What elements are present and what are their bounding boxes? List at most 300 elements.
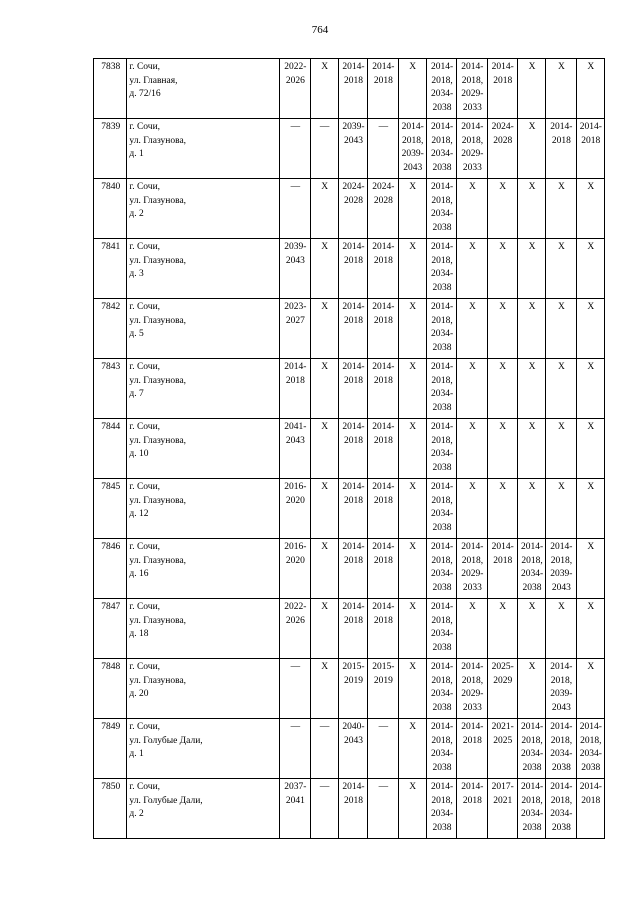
address-line: д. 7 <box>129 389 144 399</box>
address-line: г. Сочи, <box>129 782 161 792</box>
period-line: 2028 <box>373 195 393 206</box>
period-cell <box>280 179 310 239</box>
period-line: — <box>290 122 301 132</box>
period-line: 2043 <box>551 582 571 593</box>
period-cell <box>576 119 604 179</box>
period-line: X <box>468 482 476 492</box>
period-line: 2039- <box>284 242 307 252</box>
period-line: 2018 <box>462 735 482 746</box>
period-line: 2018 <box>493 555 513 566</box>
period-line: 2014- <box>461 122 484 132</box>
period-line: 2022- <box>284 602 307 612</box>
period-cell <box>338 539 367 599</box>
period-line: 2014- <box>372 602 395 612</box>
period-line: X <box>499 242 507 252</box>
period-line: 2038 <box>522 582 542 593</box>
period-cell <box>338 599 367 659</box>
period-line: 2018 <box>373 555 393 566</box>
period-cell <box>517 659 545 719</box>
period-cell <box>280 539 310 599</box>
period-cell <box>338 119 367 179</box>
period-line: 2020 <box>285 555 305 566</box>
period-line: — <box>319 122 330 132</box>
period-cell <box>457 779 487 839</box>
period-cell <box>426 179 456 239</box>
period-cell <box>368 299 398 359</box>
period-cell <box>368 479 398 539</box>
period-line: 2034- <box>520 809 544 819</box>
period-line: 2038 <box>432 462 452 473</box>
period-cell <box>576 779 604 839</box>
period-line: X <box>409 422 417 432</box>
period-line: 2014- <box>430 122 454 132</box>
period-line: 2014- <box>430 62 454 72</box>
period-line: 2034- <box>579 749 602 759</box>
period-line: 2034- <box>430 269 454 279</box>
period-line: X <box>587 62 595 72</box>
address-line: г. Сочи, <box>129 302 161 312</box>
period-line: 2020 <box>285 495 305 506</box>
period-cell <box>457 419 487 479</box>
period-cell <box>487 659 517 719</box>
period-line: 2038 <box>432 162 452 173</box>
period-line: 2021- <box>491 722 514 732</box>
period-line: 2018, <box>431 135 453 146</box>
period-line: 2018 <box>373 255 393 266</box>
period-line: 2018 <box>373 615 393 626</box>
period-cell <box>338 479 367 539</box>
period-line: 2034- <box>550 809 573 819</box>
period-line: 2026 <box>285 615 305 626</box>
period-line: 2034- <box>430 329 454 339</box>
period-cell <box>487 119 517 179</box>
period-line: X <box>587 542 595 552</box>
period-line: 2014- <box>372 242 395 252</box>
period-line: 2018, <box>461 135 484 146</box>
period-line: 2014- <box>520 782 544 792</box>
period-line: 2022- <box>284 62 307 72</box>
period-cell <box>517 239 545 299</box>
period-line: 2043 <box>285 435 305 446</box>
period-line: 2043 <box>551 702 571 713</box>
period-line: X <box>468 362 476 372</box>
address-line: г. Сочи, <box>129 722 161 732</box>
period-line: 2024- <box>491 122 514 132</box>
period-cell <box>310 539 338 599</box>
period-line: 2015- <box>342 662 365 672</box>
address-cell <box>127 659 280 719</box>
address-line: д. 18 <box>129 629 149 639</box>
period-line: 2039- <box>550 689 573 699</box>
period-line: X <box>528 62 536 72</box>
period-cell <box>338 59 367 119</box>
period-cell <box>398 599 426 659</box>
address-line: г. Сочи, <box>129 482 161 492</box>
period-cell <box>546 179 576 239</box>
period-cell <box>546 299 576 359</box>
period-cell <box>576 479 604 539</box>
address-line: д. 72/16 <box>129 89 161 99</box>
period-line: 2018, <box>461 555 484 566</box>
address-line: д. 2 <box>129 809 144 819</box>
period-cell <box>338 419 367 479</box>
period-cell <box>368 659 398 719</box>
period-line: 2014- <box>342 542 365 552</box>
period-line: X <box>409 302 417 312</box>
period-line: X <box>321 542 329 552</box>
period-line: X <box>557 482 565 492</box>
period-line: 2014- <box>430 542 454 552</box>
address-line: д. 1 <box>129 149 144 159</box>
period-line: 2018, <box>550 555 573 566</box>
period-line: 2029 <box>493 675 513 686</box>
period-line: 2034- <box>430 149 454 159</box>
period-line: 2014- <box>461 722 484 732</box>
period-line: 2034- <box>430 209 454 219</box>
period-line: 2014- <box>550 122 573 132</box>
period-cell <box>457 719 487 779</box>
period-line: X <box>557 422 565 432</box>
period-cell <box>546 779 576 839</box>
period-line: 2034- <box>430 89 454 99</box>
period-line: — <box>290 662 301 672</box>
period-line: 2014- <box>430 482 454 492</box>
period-line: 2014- <box>461 782 484 792</box>
period-line: X <box>528 362 536 372</box>
period-cell <box>338 359 367 419</box>
address-line: ул. Глазунова, <box>129 135 187 146</box>
period-line: 2033 <box>462 702 482 713</box>
period-line: 2034- <box>430 509 454 519</box>
period-line: 2018, <box>431 315 453 326</box>
address-line: ул. Голубые Дали, <box>129 735 203 746</box>
row-number: 7842 <box>94 299 127 359</box>
period-line: 2018, <box>431 675 453 686</box>
period-cell <box>398 239 426 299</box>
period-line: 2014- <box>579 722 602 732</box>
period-cell <box>546 419 576 479</box>
period-cell <box>368 119 398 179</box>
period-line: X <box>321 482 329 492</box>
period-line: 2038 <box>432 522 452 533</box>
period-cell <box>368 239 398 299</box>
period-line: — <box>319 722 330 732</box>
period-line: 2034- <box>430 689 454 699</box>
period-cell <box>487 779 517 839</box>
page-number: 764 <box>311 24 329 36</box>
period-line: 2018 <box>344 255 364 266</box>
period-cell <box>426 599 456 659</box>
period-line: 2029- <box>461 149 484 159</box>
address-line: ул. Глазунова, <box>129 375 187 386</box>
row-number: 7847 <box>94 599 127 659</box>
period-line: 2038 <box>432 282 452 293</box>
period-line: 2018, <box>431 375 453 386</box>
period-line: X <box>409 602 417 612</box>
period-line: 2018, <box>431 195 453 206</box>
period-line: X <box>499 602 507 612</box>
period-line: X <box>587 602 595 612</box>
period-line: X <box>587 482 595 492</box>
period-line: 2018 <box>373 495 393 506</box>
period-line: X <box>557 602 565 612</box>
period-cell <box>310 479 338 539</box>
period-line: X <box>409 62 417 72</box>
row-number: 7839 <box>94 119 127 179</box>
period-cell <box>310 659 338 719</box>
period-line: X <box>468 182 476 192</box>
period-line: 2014- <box>342 362 365 372</box>
period-cell <box>517 599 545 659</box>
address-line: д. 3 <box>129 269 144 279</box>
period-line: 2033 <box>462 102 482 113</box>
period-cell <box>546 119 576 179</box>
period-line: 2014- <box>461 62 484 72</box>
period-line: 2014- <box>491 542 514 552</box>
period-cell <box>546 479 576 539</box>
period-line: 2043 <box>403 162 423 173</box>
period-line: 2039- <box>401 149 424 159</box>
period-line: 2014- <box>342 602 365 612</box>
table-row <box>94 659 605 719</box>
period-line: — <box>290 182 301 192</box>
period-line: X <box>321 602 329 612</box>
period-cell <box>487 599 517 659</box>
period-cell <box>280 779 310 839</box>
period-cell <box>398 299 426 359</box>
period-cell <box>310 299 338 359</box>
period-line: X <box>321 62 329 72</box>
period-cell <box>368 419 398 479</box>
period-line: X <box>409 482 417 492</box>
table-row <box>94 719 605 779</box>
period-line: X <box>468 242 476 252</box>
address-cell <box>127 779 280 839</box>
address-line: ул. Главная, <box>129 75 178 86</box>
address-line: ул. Глазунова, <box>129 495 187 506</box>
period-cell <box>398 719 426 779</box>
period-line: X <box>409 782 417 792</box>
period-line: 2018, <box>431 735 453 746</box>
period-cell <box>338 299 367 359</box>
period-line: 2038 <box>432 762 452 773</box>
period-line: 2014- <box>430 602 454 612</box>
period-line: 2014- <box>550 722 573 732</box>
address-line: ул. Глазунова, <box>129 195 187 206</box>
period-cell <box>487 479 517 539</box>
period-line: 2014- <box>461 662 484 672</box>
period-line: 2014- <box>342 302 365 312</box>
period-line: 2018 <box>373 315 393 326</box>
period-line: 2016- <box>284 542 307 552</box>
period-cell <box>368 719 398 779</box>
period-line: 2018 <box>373 75 393 86</box>
period-line: — <box>290 722 301 732</box>
row-number: 7850 <box>94 779 127 839</box>
period-cell <box>457 59 487 119</box>
period-line: 2018 <box>581 795 601 806</box>
address-cell <box>127 539 280 599</box>
period-line: 2018 <box>344 795 364 806</box>
period-line: 2038 <box>432 222 452 233</box>
period-line: — <box>378 722 389 732</box>
period-line: 2034- <box>520 749 544 759</box>
period-line: 2025- <box>491 662 514 672</box>
period-line: 2018 <box>285 375 305 386</box>
period-line: 2038 <box>432 402 452 413</box>
period-line: 2018, <box>431 255 453 266</box>
period-line: X <box>587 182 595 192</box>
address-line: ул. Глазунова, <box>129 555 187 566</box>
period-cell <box>310 779 338 839</box>
period-line: X <box>409 662 417 672</box>
period-cell <box>280 479 310 539</box>
period-line: 2014- <box>342 782 365 792</box>
address-line: ул. Глазунова, <box>129 675 187 686</box>
period-line: 2018, <box>461 675 484 686</box>
period-line: 2034- <box>430 629 454 639</box>
period-line: 2026 <box>285 75 305 86</box>
address-line: д. 12 <box>129 509 149 519</box>
period-cell <box>457 479 487 539</box>
period-line: X <box>557 302 565 312</box>
period-line: — <box>378 782 389 792</box>
period-line: 2040- <box>342 722 365 732</box>
period-line: 2037- <box>284 782 307 792</box>
period-cell <box>426 299 456 359</box>
period-line: X <box>409 722 417 732</box>
period-line: 2038 <box>551 822 571 833</box>
period-line: X <box>587 362 595 372</box>
period-line: X <box>587 242 595 252</box>
period-cell <box>368 179 398 239</box>
period-cell <box>426 479 456 539</box>
period-line: X <box>468 602 476 612</box>
period-line: 2021 <box>493 795 513 806</box>
period-cell <box>576 719 604 779</box>
period-line: X <box>321 242 329 252</box>
period-cell <box>517 419 545 479</box>
period-cell <box>426 539 456 599</box>
address-line: г. Сочи, <box>129 602 161 612</box>
period-line: 2018, <box>431 795 453 806</box>
period-line: 2039- <box>550 569 573 579</box>
period-line: 2018 <box>462 795 482 806</box>
period-line: X <box>528 602 536 612</box>
period-line: 2018 <box>344 555 364 566</box>
period-cell <box>426 119 456 179</box>
period-line: 2034- <box>430 749 454 759</box>
period-cell <box>310 419 338 479</box>
address-line: д. 10 <box>129 449 149 459</box>
address-cell <box>127 479 280 539</box>
period-cell <box>546 599 576 659</box>
period-cell <box>517 479 545 539</box>
period-line: 2029- <box>461 689 484 699</box>
period-line: 2014- <box>342 422 365 432</box>
period-line: 2014- <box>430 182 454 192</box>
period-cell <box>310 59 338 119</box>
period-line: 2014- <box>430 782 454 792</box>
period-line: 2016- <box>284 482 307 492</box>
period-line: 2018 <box>344 615 364 626</box>
period-line: X <box>528 422 536 432</box>
period-line: X <box>587 422 595 432</box>
period-line: X <box>321 362 329 372</box>
period-line: 2014- <box>520 722 544 732</box>
period-cell <box>546 659 576 719</box>
row-number: 7848 <box>94 659 127 719</box>
period-cell <box>487 719 517 779</box>
period-cell <box>457 179 487 239</box>
period-cell <box>398 659 426 719</box>
period-line: 2034- <box>430 569 454 579</box>
period-line: 2018 <box>493 75 513 86</box>
address-line: д. 2 <box>129 209 144 219</box>
table-row <box>94 179 605 239</box>
period-line: 2038 <box>522 762 542 773</box>
row-number: 7844 <box>94 419 127 479</box>
period-line: 2018, <box>431 615 453 626</box>
period-cell <box>280 59 310 119</box>
period-cell <box>487 419 517 479</box>
period-line: 2014- <box>430 422 454 432</box>
period-cell <box>280 599 310 659</box>
period-line: 2018 <box>344 375 364 386</box>
period-line: X <box>557 182 565 192</box>
period-line: 2014- <box>430 362 454 372</box>
table-row <box>94 299 605 359</box>
period-line: 2043 <box>285 255 305 266</box>
period-cell <box>576 599 604 659</box>
address-line: г. Сочи, <box>129 182 161 192</box>
period-line: 2014- <box>372 482 395 492</box>
row-number: 7843 <box>94 359 127 419</box>
period-line: 2024- <box>372 182 395 192</box>
address-cell <box>127 119 280 179</box>
period-line: 2017- <box>491 782 514 792</box>
period-line: 2014- <box>342 482 365 492</box>
period-line: X <box>528 302 536 312</box>
period-line: X <box>321 182 329 192</box>
period-line: 2024- <box>342 182 365 192</box>
period-line: 2041 <box>285 795 305 806</box>
period-cell <box>310 119 338 179</box>
row-number: 7849 <box>94 719 127 779</box>
period-line: 2014- <box>430 242 454 252</box>
period-line: 2018, <box>550 735 573 746</box>
address-cell <box>127 419 280 479</box>
period-line: 2018, <box>431 495 453 506</box>
period-cell <box>426 419 456 479</box>
period-line: X <box>499 422 507 432</box>
period-cell <box>487 359 517 419</box>
period-line: 2029- <box>461 89 484 99</box>
period-line: X <box>409 182 417 192</box>
period-line: X <box>321 302 329 312</box>
period-line: 2027 <box>285 315 305 326</box>
period-cell <box>576 359 604 419</box>
period-line: 2038 <box>551 762 571 773</box>
period-line: 2015- <box>372 662 395 672</box>
period-line: 2014- <box>550 662 573 672</box>
period-cell <box>398 479 426 539</box>
period-cell <box>398 359 426 419</box>
period-line: 2014- <box>579 782 602 792</box>
period-line: X <box>528 242 536 252</box>
address-line: г. Сочи, <box>129 662 161 672</box>
period-cell <box>280 659 310 719</box>
